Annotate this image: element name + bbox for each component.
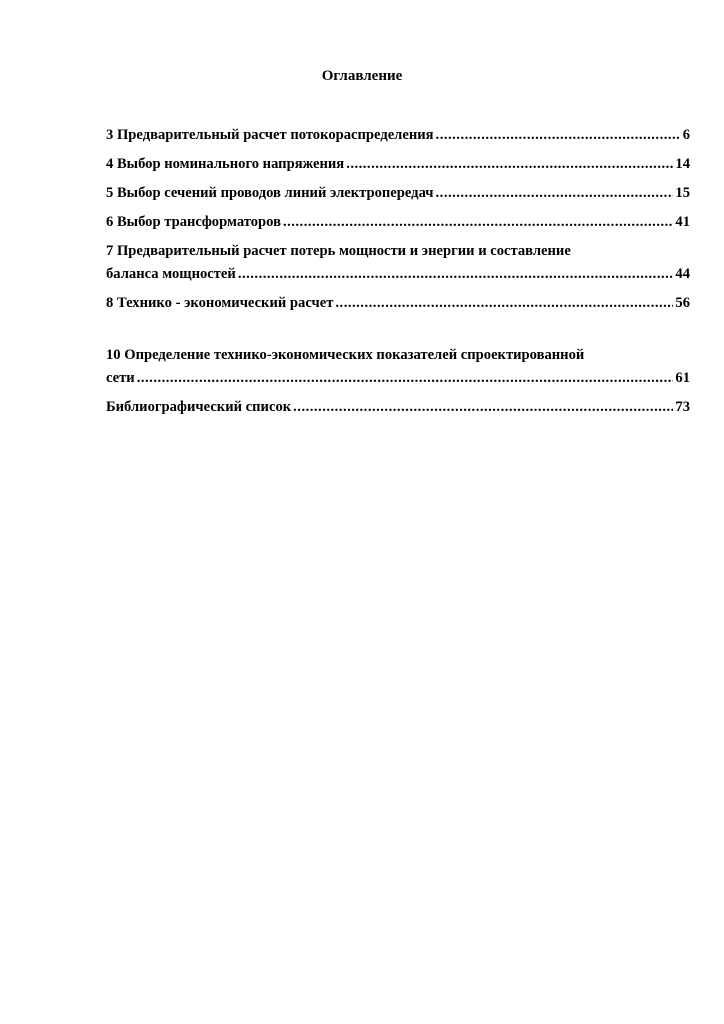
toc-page-number: 14 [675, 156, 690, 172]
toc-entry-text: 4 Выбор номинального напряжения [106, 156, 345, 172]
leader-dots [137, 367, 674, 390]
toc-entry-4[interactable] [106, 153, 690, 176]
toc-page-number: 61 [675, 370, 690, 386]
page-title: Оглавление [321, 68, 403, 84]
toc-page-number: 44 [675, 266, 690, 282]
toc-entry-text: 5 Выбор сечений проводов линий электропередач [106, 185, 434, 201]
toc-page-number: 15 [675, 185, 690, 201]
toc-group-main [106, 124, 690, 321]
toc-entry-bibliography[interactable] [106, 396, 690, 419]
toc-entry-text-line1: 10 Определение технико-экономических показателей спроектированной [106, 347, 585, 363]
toc-entry-6[interactable] [106, 211, 690, 234]
toc-page-number: 6 [682, 127, 690, 143]
leader-dots [346, 153, 673, 176]
toc-entry-text: 3 Предварительный расчет потокораспределения [106, 127, 434, 143]
leader-dots [436, 182, 674, 205]
toc-entry-text: сети [106, 370, 135, 386]
toc-entry-10[interactable] [106, 344, 690, 390]
toc-entry-text: баланса мощностей [106, 266, 236, 282]
leader-dots [436, 124, 681, 147]
toc-page-number: 41 [675, 214, 690, 230]
leader-dots [335, 292, 673, 315]
leader-dots [238, 263, 674, 286]
toc-group-secondary [106, 344, 690, 425]
leader-dots [283, 211, 673, 234]
toc-page-number: 73 [675, 399, 690, 415]
toc-entry-text: Библиографический список [106, 399, 292, 415]
leader-dots [293, 396, 673, 419]
toc-entry-7[interactable] [106, 240, 690, 286]
toc-entry-5[interactable] [106, 182, 690, 205]
toc-entry-text: 8 Технико - экономический расчет [106, 295, 334, 311]
toc-entry-text: 6 Выбор трансформаторов [106, 214, 281, 230]
toc-entry-3[interactable] [106, 124, 690, 147]
toc-page-number: 56 [675, 295, 690, 311]
toc-entry-8[interactable] [106, 292, 690, 315]
toc-entry-text-line1: 7 Предварительный расчет потерь мощности и энергии и составление [106, 243, 571, 259]
